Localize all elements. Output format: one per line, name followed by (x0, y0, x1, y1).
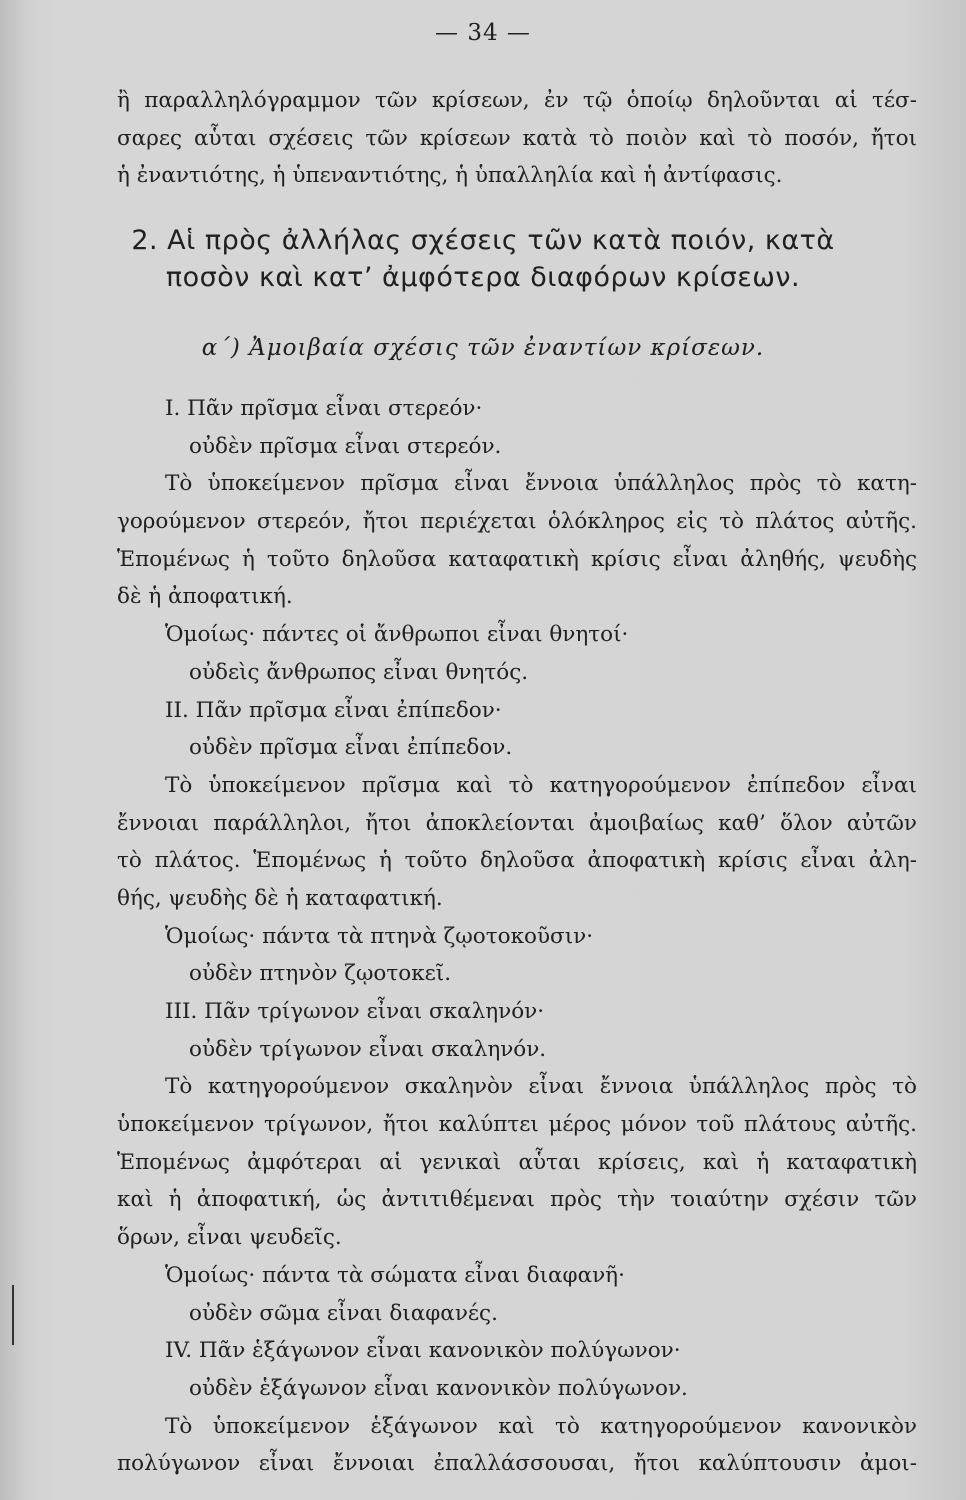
proposition-line: οὐδὲν πρῖσμα εἶναι ἐπίπεδον. (189, 735, 513, 761)
proposition-line: οὐδὲν τρίγωνον εἶναι σκαληνόν. (189, 1036, 547, 1062)
text-line: ὅρων, εἶναι ψευδεῖς. (117, 1225, 342, 1251)
text-line: σαρες αὗται σχέσεις τῶν κρίσεων κατὰ τὸ ποιὸν καὶ τὸ ποσόν, ἤτοι (117, 125, 917, 151)
intro-paragraph (117, 82, 917, 195)
text-line: γορούμενον στερεόν, ἤτοι περιέχεται ὁλόκληρος εἰς τὸ πλάτος αὐτῆς. (117, 509, 917, 535)
text-line: καὶ ἡ ἀποφατική, ὡς ἀντιτιθέμεναι πρὸς τὴν τοιαύτην σχέσιν τῶν (117, 1187, 917, 1213)
main-text (117, 390, 917, 1483)
proposition-line: III. Πᾶν τρίγωνον εἶναι σκαληνόν· (165, 999, 545, 1024)
page-number: — 34 — (435, 20, 531, 46)
text-line: ἡ ἐναντιότης, ἡ ὑπεναντιότης, ἡ ὑπαλληλία καὶ ἡ ἀντίφασις. (117, 163, 783, 189)
text-line: Τὸ ὑποκείμενον πρῖσμα καὶ τὸ κατηγορούμενον ἐπίπεδον εἶναι (165, 772, 917, 798)
section-heading-line2: ποσὸν καὶ κατ’ ἀμφότερα διαφόρων κρίσεων. (165, 262, 801, 293)
text-line: πολύγωνον εἶναι ἔννοιαι ἐπαλλάσσουσαι, ἤτοι καλύπτουσιν ἀμοι- (117, 1451, 917, 1477)
text-line: ὑποκείμενον τρίγωνον, ἤτοι καλύπτει μέρος μόνον τοῦ πλάτους αὐτῆς. (117, 1112, 917, 1138)
text-line: Τὸ ὑποκείμενον ἑξάγωνον καὶ τὸ κατηγορούμενον κανονικὸν (165, 1413, 917, 1439)
text-line: δὲ ἡ ἀποφατική. (117, 584, 293, 610)
proposition-line: I. Πᾶν πρῖσμα εἶναι στερεόν· (165, 396, 483, 421)
text-line: τὸ πλάτος. Ἑπομένως ἡ τοῦτο δηλοῦσα ἀποφατικὴ κρίσις εἶναι ἀλη- (117, 848, 917, 874)
example-line: Ὁμοίως· πάντα τὰ σώματα εἶναι διαφανῆ· (165, 1262, 625, 1288)
text-line: ἢ παραλληλόγραμμον τῶν κρίσεων, ἐν τῷ ὁποίῳ δηλοῦνται αἱ τέσ- (117, 88, 917, 113)
text-line: Τὸ κατηγορούμενον σκαληνὸν εἶναι ἔννοια ὑπάλληλος πρὸς τὸ (165, 1074, 917, 1100)
proposition-line: οὐδὲν ἑξάγωνον εἶναι κανονικὸν πολύγωνον. (189, 1375, 688, 1401)
example-line: οὐδὲν σῶμα εἶναι διαφανές. (189, 1300, 498, 1326)
example-line: Ὁμοίως· πάντα τὰ πτηνὰ ζῳοτοκοῦσιν· (165, 923, 594, 949)
example-line: οὐδὲν πτηνὸν ζῳοτοκεῖ. (189, 961, 452, 987)
subsection-heading: α΄) Ἀμοιβαία σχέσις τῶν ἐναντίων κρίσεων. (201, 335, 765, 361)
example-line: Ὁμοίως· πάντες οἱ ἄνθρωποι εἶναι θνητοί· (165, 622, 629, 648)
proposition-line: οὐδὲν πρῖσμα εἶναι στερεόν. (189, 433, 502, 459)
text-line: ἔννοιαι παράλληλοι, ἤτοι ἀποκλείονται ἀμοιβαίως καθ’ ὅλον αὐτῶν (117, 810, 917, 836)
text-line: Ἑπομένως ἡ τοῦτο δηλοῦσα καταφατικὴ κρίσις εἶναι ἀληθής, ψευδὴς (117, 546, 917, 572)
text-line: Τὸ ὑποκείμενον πρῖσμα εἶναι ἔννοια ὑπάλληλος πρὸς τὸ κατη- (165, 471, 917, 497)
margin-mark (12, 1285, 14, 1345)
proposition-line: IV. Πᾶν ἑξάγωνον εἶναι κανονικὸν πολύγωνον· (165, 1338, 681, 1364)
example-line: οὐδεὶς ἄνθρωπος εἶναι θνητός. (189, 659, 529, 685)
section-heading-line1: 2. Αἱ πρὸς ἀλλήλας σχέσεις τῶν κατὰ ποιόν, κατὰ (131, 225, 835, 256)
text-line: Ἑπομένως ἀμφότεραι αἱ γενικαὶ αὗται κρίσεις, καὶ ἡ καταφατικὴ (117, 1149, 917, 1175)
text-line: θής, ψευδὴς δὲ ἡ καταφατική. (117, 885, 443, 911)
proposition-line: II. Πᾶν πρῖσμα εἶναι ἐπίπεδον· (165, 697, 502, 723)
